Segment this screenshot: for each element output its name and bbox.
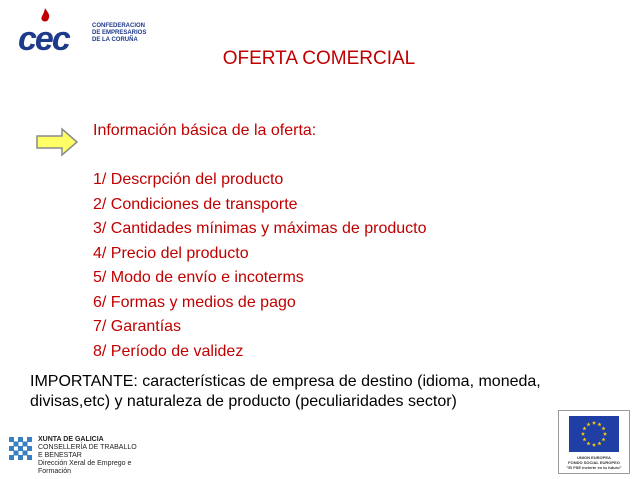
- xunta-line: Dirección Xeral de Emprego e Formación: [38, 460, 132, 475]
- list-item: 3/ Cantidades mínimas y máximas de producto: [93, 220, 427, 237]
- eu-star-icon: [586, 422, 590, 426]
- list-item: 5/ Modo de envío e incoterms: [93, 269, 304, 286]
- eu-line: FONDO SOCIAL EUROPEO: [568, 460, 620, 465]
- xunta-line: E BENESTAR: [38, 452, 82, 459]
- xunta-emblem-icon: [8, 436, 34, 462]
- logo-subtitle-line: DE EMPRESARIOS: [92, 30, 147, 36]
- important-note: IMPORTANTE: características de empresa de destino (idioma, moneda, divisas,etc) y naturaleza de producto (peculiaridades sector): [30, 373, 541, 410]
- eu-star-icon: [592, 443, 596, 447]
- xunta-text: [38, 436, 146, 476]
- list-item: 7/ Garantías: [93, 318, 182, 335]
- eu-line: "El FSE invierte en tu futuro": [566, 465, 622, 470]
- list-item: 2/ Condiciones de transporte: [93, 195, 298, 213]
- cec-logo: [8, 6, 178, 58]
- right-arrow-icon: [36, 127, 78, 157]
- eu-star-icon: [597, 422, 601, 426]
- xunta-title: XUNTA DE GALICIA: [38, 436, 104, 443]
- page-title: OFERTA COMERCIAL: [222, 48, 416, 69]
- eu-flag-icon: [569, 416, 619, 452]
- list-item: 6/ Formas y medios de pago: [93, 293, 296, 311]
- section-heading: Información básica de la oferta:: [93, 122, 317, 139]
- list-item: 4/ Precio del producto: [93, 244, 249, 262]
- eu-star-icon: [597, 441, 601, 445]
- list-item: 8/ Período de validez: [93, 342, 244, 360]
- logo-brand: cec: [18, 20, 69, 58]
- eu-star-icon: [592, 421, 596, 425]
- logo-subtitle-line: CONFEDERACION: [92, 23, 146, 29]
- eu-star-icon: [582, 437, 586, 441]
- list-item: 1/ Descrpción del producto: [93, 171, 284, 188]
- eu-star-icon: [603, 432, 607, 436]
- eu-line: UNION EUROPEA: [577, 455, 611, 460]
- eu-text: [559, 455, 629, 470]
- eu-star-icon: [582, 426, 586, 430]
- eu-star-icon: [601, 426, 605, 430]
- logo-subtitle: [92, 23, 182, 44]
- eu-logo: [558, 410, 630, 474]
- offer-info-block: [93, 119, 426, 364]
- eu-star-icon: [581, 432, 585, 436]
- xunta-line: CONSELLERÍA DE TRABALLO: [38, 444, 137, 451]
- eu-star-icon: [586, 441, 590, 445]
- eu-star-icon: [601, 437, 605, 441]
- logo-subtitle-line: DE LA CORUÑA: [92, 37, 138, 43]
- xunta-logo: [6, 432, 146, 475]
